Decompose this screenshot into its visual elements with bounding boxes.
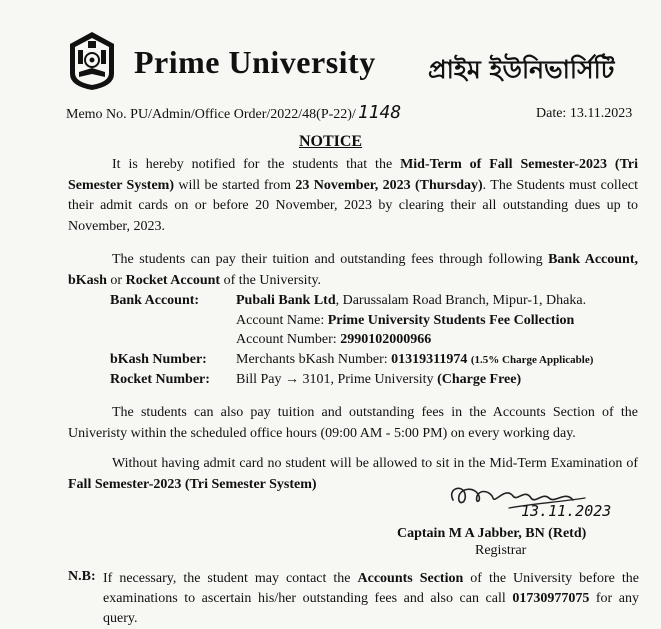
university-name-bengali: প্রাইম ইউনিভার্সিটি [428,55,615,84]
bkash-label: bKash Number: [110,352,207,367]
notice-date: Date: 13.11.2023 [536,106,633,121]
memo-number [66,102,401,123]
bkash-value: Merchants bKash Number: 01319311974 (1.5% Charge Applicable) [236,352,594,367]
paragraph-admit-card-requirement: Without having admit card no student will be allowed to sit in the Mid-Term Examination of Fall Semester-2023 (Tri Semester System) [68,456,638,492]
notice-title: NOTICE [298,133,363,150]
bank-account-label: Bank Account: [110,293,200,308]
signer-name: Captain M A Jabber, BN (Retd) [397,526,587,541]
account-name: Account Name: Prime University Students Fee Collection [236,313,575,328]
rocket-label: Rocket Number: [110,372,210,387]
memo-handwritten-number: 1148 [357,102,402,123]
nb-label: N.B: [68,569,96,584]
signature-date: 13.11.2023 [521,502,612,520]
bank-account-value: Pubali Bank Ltd, Darussalam Road Branch, Mipur-1, Dhaka. [236,293,587,308]
memo-text: Memo No. PU/Admin/Office Order/2022/48(P-22)/ [66,107,356,122]
paragraph-exam-schedule: It is hereby notified for the students that the Mid-Term of Fall Semester-2023 (Tri Semester System) will be started from 23 November, 2023 (Thursday). The Students must collect their admit cards on or before 20 November, 2023 by clearing their all outstanding dues up to November, 2023. [68,157,638,234]
paragraph-payment-methods: The students can pay their tuition and outstanding fees through following Bank Account, bKash or Rocket Account of the University. [68,252,638,288]
university-name: Prime University [134,44,376,80]
paragraph-accounts-section: The students can also pay tuition and outstanding fees in the Accounts Section of the Univeristy within the scheduled office hours (09:00 AM - 5:00 PM) on every working day. [68,405,638,441]
account-number: Account Number: 2990102000966 [236,332,432,347]
nb-text: If necessary, the student may contact the Accounts Section of the University before the examinations to ascertain his/her outstanding fees and also can call 01730977075 for any query. [103,571,639,626]
rocket-value: Bill Pay → 3101, Prime University (Charge Free) [236,372,522,387]
university-logo [66,30,118,92]
signer-title: Registrar [475,543,527,558]
